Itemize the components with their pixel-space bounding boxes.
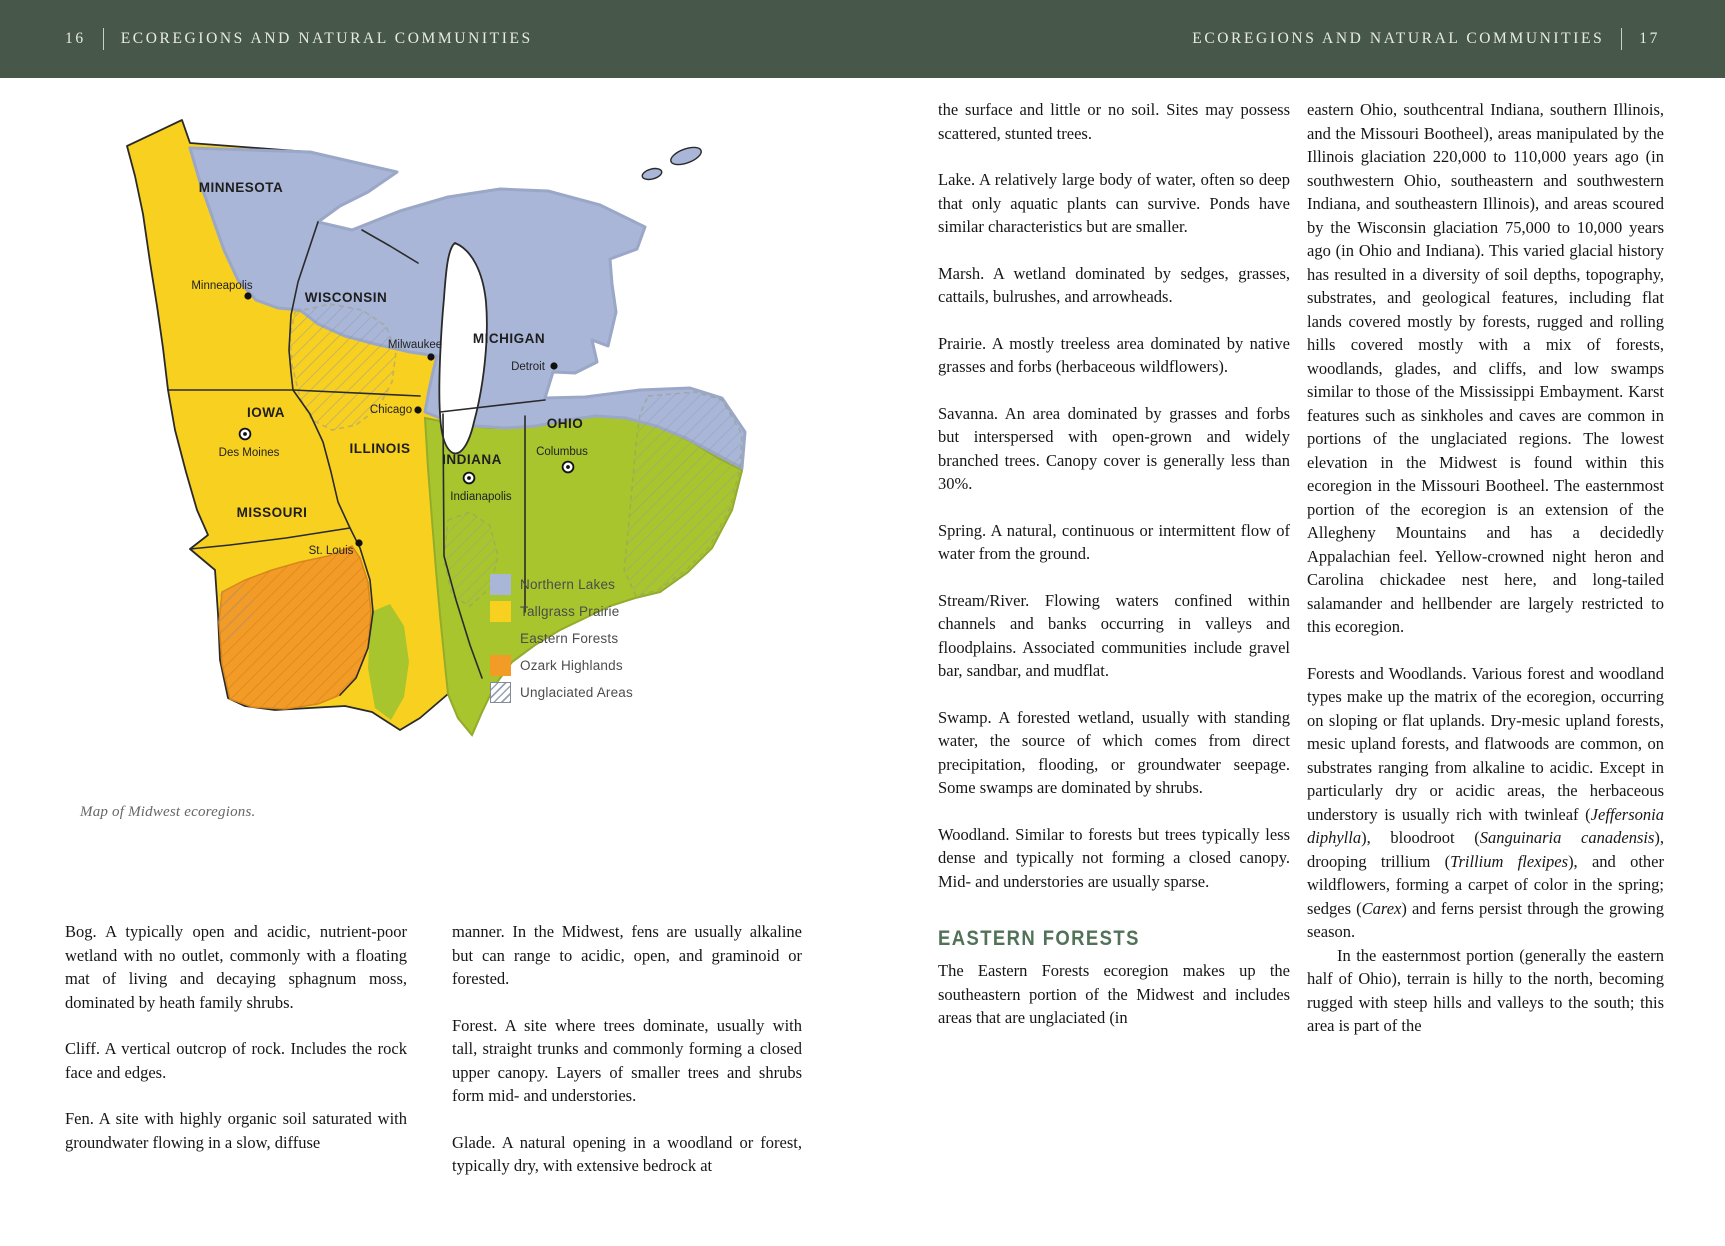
legend-row <box>490 628 633 649</box>
capital-marker-dot <box>243 432 247 436</box>
paragraph: Forests and Woodlands. Various forest and woodland types make up the matrix of the ecoregion, occurring on sloping or flat uplands. Dry-mesic upland forests, mesic upland forests, and flatwoods are common, on substrates ranging from alkaline to acidic. Except in particularly dry or acidic areas, the herbaceous understory is usually rich with twinleaf (Jeffersonia diphylla), bloodroot (Sanguinaria canadensis), drooping trillium (Trillium flexipes), and other wildflowers, forming a carpet of color in the spring; sedges (Carex) and ferns persist through the growing season. <box>1307 663 1665 941</box>
state-label: MINNESOTA <box>198 180 284 195</box>
state-label: ILLINOIS <box>349 441 411 456</box>
paragraph: Woodland. Similar to forests but trees typically less dense and typically not forming a closed canopy. Mid- and understories are usually sparse. <box>938 824 1290 891</box>
legend-row <box>490 655 633 676</box>
page-number-left: 16 <box>65 30 86 47</box>
paragraph: Lake. A relatively large body of water, often so deep that only aquatic plants can survive. Ponds have similar characteristics but are smaller. <box>938 170 1290 236</box>
state-label: MISSOURI <box>236 505 308 520</box>
city-dot <box>427 353 434 360</box>
paragraph: Spring. A natural, continuous or intermittent flow of water from the ground. <box>938 520 1290 563</box>
unglaciated-southeast-ohio <box>624 392 742 596</box>
legend-label: Northern Lakes <box>520 577 616 592</box>
city-dot <box>244 292 251 299</box>
legend-swatch-ozark-highlands <box>490 655 511 676</box>
paragraph: In the easternmost portion (generally the eastern half of Ohio), terrain is hilly to the north, becoming rugged with steep hills and valleys to the south; this area is part of the <box>1307 945 1664 1035</box>
city-label: Columbus <box>536 446 588 458</box>
paragraph: Glade. A natural opening in a woodland or forest, typically dry, with extensive bedrock at <box>452 1132 802 1175</box>
running-head-right <box>1192 28 1660 50</box>
state-label: WISCONSIN <box>304 290 388 305</box>
running-head-left-title: ECOREGIONS AND NATURAL COMMUNITIES <box>120 30 533 47</box>
state-label: INDIANA <box>442 452 502 467</box>
legend-swatch-tallgrass-prairie <box>490 601 511 622</box>
page-number-right: 17 <box>1639 30 1660 47</box>
text-column-left-2 <box>452 920 802 1178</box>
legend-swatch-eastern-forests <box>490 628 511 649</box>
text-column-left-1 <box>65 920 407 1154</box>
capital-marker-dot <box>467 476 471 480</box>
paragraph: Swamp. A forested wetland, usually with standing water, the source of which comes from direct precipitation, flooding, or groundwater seepage. Some swamps are dominated by shrubs. <box>938 707 1290 797</box>
paragraph: Savanna. An area dominated by grasses and forbs but interspersed with open-grown and widely branched trees. Canopy cover is generally less than 30%. <box>938 403 1290 493</box>
paragraph: manner. In the Midwest, fens are usually alkaline but can range to acidic, open, and graminoid or forested. <box>452 922 802 988</box>
state-label: OHIO <box>546 416 584 431</box>
paragraph: Bog. A typically open and acidic, nutrient-poor wetland with no outlet, commonly with a floating mat of living and decaying sphagnum moss, dominated by heath family shrubs. <box>65 922 407 1012</box>
text-column-right-1 <box>938 98 1290 1030</box>
paragraph: Stream/River. Flowing waters confined within channels and banks occurring in valleys and floodplains. Associated communities include gravel bar, sandbar, and mudflat. <box>938 590 1290 680</box>
ecoregion-map <box>0 0 862 790</box>
city-label: Minneapolis <box>191 280 253 292</box>
state-label: IOWA <box>247 405 285 420</box>
legend-label: Unglaciated Areas <box>520 685 633 700</box>
legend-label: Eastern Forests <box>520 631 619 646</box>
text-column-right-2 <box>1307 98 1664 1038</box>
capital-marker-dot <box>566 465 570 469</box>
paragraph: Marsh. A wetland dominated by sedges, grasses, cattails, bulrushes, and arrowheads. <box>938 263 1290 306</box>
legend-label: Ozark Highlands <box>520 658 623 673</box>
paragraph: Cliff. A vertical outcrop of rock. Includes the rock face and edges. <box>65 1039 407 1082</box>
paragraph: Prairie. A mostly treeless area dominated by native grasses and forbs (herbaceous wildflowers). <box>938 333 1290 376</box>
legend-row <box>490 682 633 703</box>
city-label: Indianapolis <box>450 491 512 503</box>
island-shape <box>641 167 663 182</box>
legend-row <box>490 574 633 595</box>
ecoregion-map-svg <box>100 105 750 750</box>
map-caption: Map of Midwest ecoregions. <box>80 804 256 820</box>
city-dot <box>414 406 421 413</box>
city-dot <box>355 539 362 546</box>
island-shape <box>669 144 704 168</box>
city-label: Chicago <box>369 404 413 416</box>
legend-swatch-northern-lakes <box>490 574 511 595</box>
section-heading: EASTERN FORESTS <box>938 927 1140 950</box>
paragraph: Forest. A site where trees dominate, usually with tall, straight trunks and commonly forming a closed upper canopy. Layers of smaller trees and shrubs form mid- and understories. <box>452 1015 802 1105</box>
city-label: St. Louis <box>308 545 354 557</box>
city-label: Detroit <box>511 361 545 373</box>
running-head-right-title: ECOREGIONS AND NATURAL COMMUNITIES <box>1192 30 1605 47</box>
paragraph: Fen. A site with highly organic soil saturated with groundwater flowing in a slow, diffuse <box>65 1109 407 1152</box>
city-label: Milwaukee <box>387 339 443 351</box>
legend-label: Tallgrass Prairie <box>520 604 620 619</box>
map-legend <box>490 574 633 709</box>
legend-swatch-unglaciated-areas <box>490 682 511 703</box>
paragraph: the surface and little or no soil. Sites may possess scattered, stunted trees. <box>938 100 1290 143</box>
paragraph: eastern Ohio, southcentral Indiana, southern Illinois, and the Missouri Bootheel), areas manipulated by the Illinois glaciation 220,000 to 110,000 years ago (in southwestern Ohio, southeastern and southwestern Indiana, and southeastern Illinois), and areas scoured by the Wisconsin glaciation 75,000 to 10,000 years ago (in Ohio and Indiana). This varied glacial history has resulted in a diversity of soil depths, topography, substrates, and geological features, including flat lands covered mostly by forests, rugged and rolling hills covered mostly with a mix of forests, woodlands, glades, and cliffs, and low swamps similar to those of the Mississippi Embayment. Karst features such as sinkholes and caves are common in portions of the unglaciated regions. The lowest elevation in the Midwest is found within this ecoregion in the Missouri Bootheel. The easternmost portion of the ecoregion is an extension of the Allegheny Mountains and has a decidedly Appalachian feel. Yellow-crowned night heron and Carolina chickadee nest here, and long-tailed salamander and hellbender are largely restricted to this ecoregion. <box>1307 100 1664 636</box>
city-dot <box>550 362 557 369</box>
paragraph: The Eastern Forests ecoregion makes up the southeastern portion of the Midwest and includes areas that are unglaciated (in <box>938 961 1290 1027</box>
city-label: Des Moines <box>218 447 280 459</box>
state-label: MICHIGAN <box>472 331 546 346</box>
header-divider-right <box>1621 28 1622 50</box>
legend-row <box>490 601 633 622</box>
